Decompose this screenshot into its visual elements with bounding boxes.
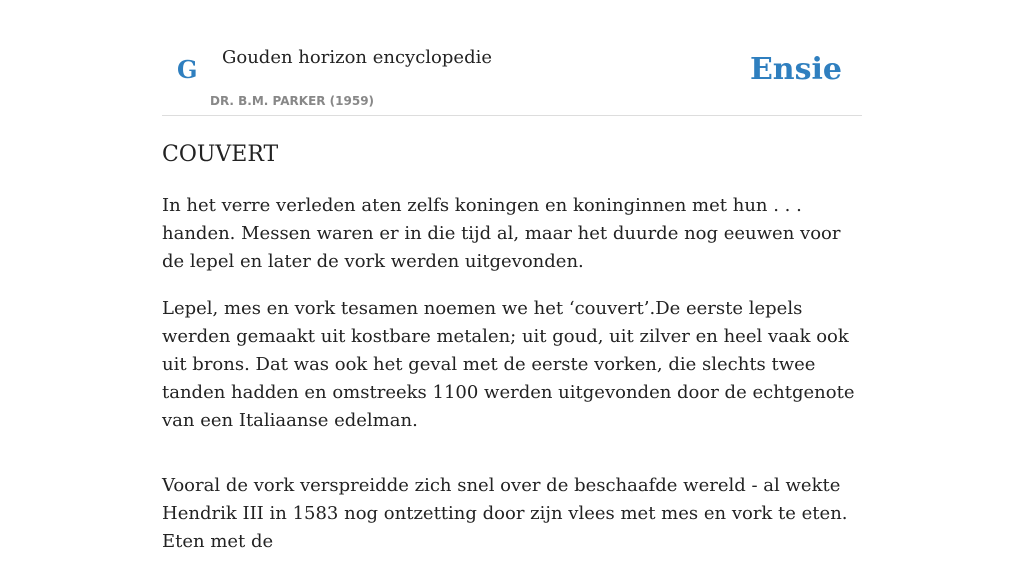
book-author: DR. B.M. PARKER (1959) bbox=[210, 94, 375, 108]
paragraph: Lepel, mes en vork tesamen noemen we het ‘couvert’.De eerste lepels werden gemaakt uit kostbare metalen; uit goud, uit zilver en heel vaak ook uit brons. Dat was ook het geval met de eerste vorken, die slechts twee tanden hadden en omstreeks 1100 werden uitgevonden door de echtgenote van een Italiaanse edelman. bbox=[162, 298, 855, 431]
header bbox=[162, 0, 862, 116]
brand-logo-link[interactable]: Ensie bbox=[749, 52, 842, 87]
book-logo[interactable]: G bbox=[177, 55, 198, 84]
paragraph: In het verre verleden aten zelfs koningen en koninginnen met hun . . . handen. Messen waren er in die tijd al, maar het duurde nog eeuwen voor de lepel en later de vork werden uitgevonden. bbox=[162, 195, 841, 272]
book-title-link[interactable]: Gouden horizon encyclopedie bbox=[222, 47, 492, 68]
entry-title: COUVERT bbox=[162, 142, 279, 167]
page-container bbox=[162, 0, 862, 552]
paragraph: Vooral de vork verspreidde zich snel over de beschaafde wereld - al wekte Hendrik III in 1583 nog ontzetting door zijn vlees met mes en vork te eten. Eten met de bbox=[162, 475, 848, 552]
entry-body bbox=[162, 192, 862, 575]
